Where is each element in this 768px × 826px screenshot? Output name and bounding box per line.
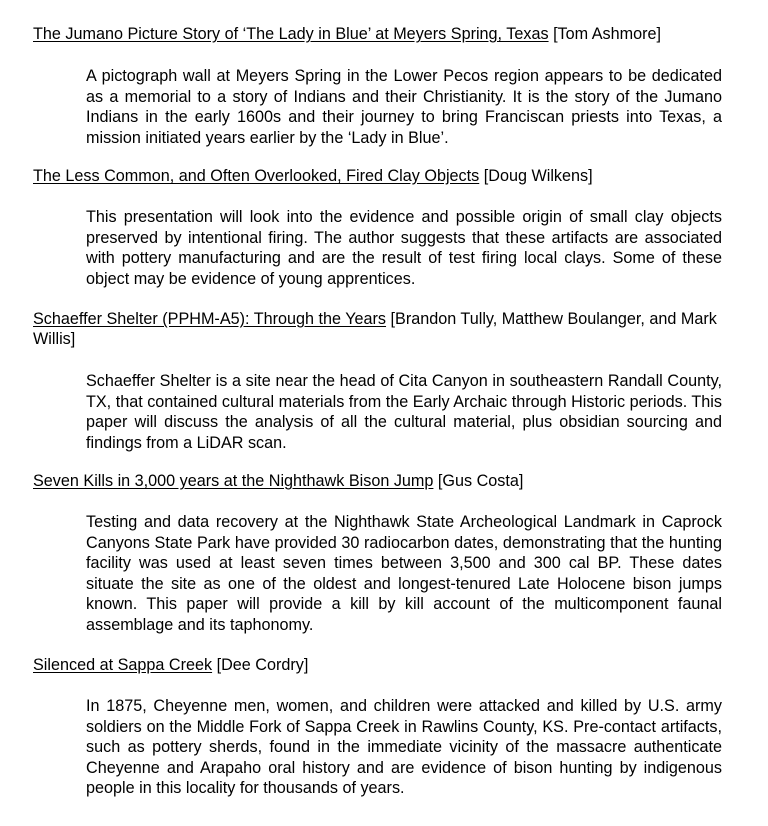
entry-heading	[33, 24, 733, 44]
entry-title: Schaeffer Shelter (PPHM-A5): Through the Years	[33, 310, 387, 328]
entry-authors: [Doug Wilkens]	[483, 167, 593, 185]
entry-authors: [Gus Costa]	[437, 472, 524, 490]
entry-title: Silenced at Sappa Creek	[33, 656, 213, 674]
entry-heading	[33, 655, 733, 675]
entry-heading	[33, 166, 733, 186]
entry-title: The Jumano Picture Story of ‘The Lady in Blue’ at Meyers Spring, Texas	[33, 25, 549, 43]
entry-heading	[33, 471, 733, 491]
entry-authors: [Brandon Tully, Matthew Boulanger, and Mark Willis]	[33, 310, 717, 348]
entry-abstract: In 1875, Cheyenne men, women, and children were attacked and killed by U.S. army soldiers on the Middle Fork of Sappa Creek in Rawlins County, KS. Pre-contact artifacts, such as pottery sherds, found in the immediate vicinity of the massacre authenticate Cheyenne and Arapaho oral history and are evidence of bison hunting by indigenous people in this locality for thousands of years.	[86, 697, 722, 798]
entry-title: Seven Kills in 3,000 years at the Nighthawk Bison Jump	[33, 472, 434, 490]
entry-abstract: This presentation will look into the evidence and possible origin of small clay objects preserved by intentional firing. The author suggests that these artifacts are associated with pottery manufacturing and are the result of test firing local clays. Some of these object may be evidence of young apprentices.	[86, 208, 722, 288]
entry-heading	[33, 309, 733, 349]
entry-authors: [Tom Ashmore]	[553, 25, 662, 43]
entry-title: The Less Common, and Often Overlooked, Fired Clay Objects	[33, 167, 480, 185]
entry-abstract: A pictograph wall at Meyers Spring in the Lower Pecos region appears to be dedicated as a memorial to a story of Indians and their Christianity. It is the story of the Jumano Indians in the early 1600s and their journey to bring Franciscan priests into Texas, a mission initiated years earlier by the ‘Lady in Blue’.	[86, 67, 722, 147]
entry-authors: [Dee Cordry]	[216, 656, 309, 674]
entry-abstract: Schaeffer Shelter is a site near the head of Cita Canyon in southeastern Randall County, TX, that contained cultural materials from the Early Archaic through Historic periods. This paper will discuss the analysis of all the cultural material, plus obsidian sourcing and findings from a LiDAR scan.	[86, 372, 722, 452]
entry-abstract: Testing and data recovery at the Nighthawk State Archeological Landmark in Caprock Canyons State Park have provided 30 radiocarbon dates, demonstrating that the hunting facility was used at least seven times between 3,500 and 300 cal BP. These dates situate the site as one of the oldest and longest-tenured Late Holocene bison jumps known. This paper will provide a kill by kill account of the multicomponent faunal assemblage and its taphonomy.	[86, 513, 722, 634]
